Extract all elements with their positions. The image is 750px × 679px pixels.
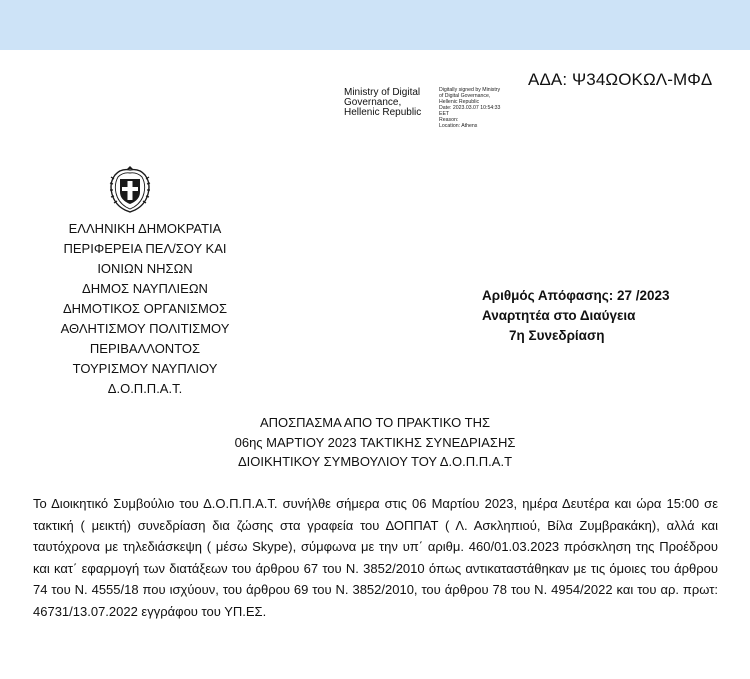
decision-number: Αριθμός Απόφασης: 27 /2023 <box>482 288 670 303</box>
decision-info <box>482 286 670 346</box>
authority-line: ΠΕΡΙΒΑΛΛΟΝΤΟΣ <box>89 341 201 356</box>
issuing-authority <box>30 219 260 399</box>
signature-detail-line: Digitally signed by Ministry <box>439 87 501 93</box>
signature-signer-line: Ministry of Digital <box>344 87 421 98</box>
authority-line: ΔΗΜΟΤΙΚΟΣ ΟΡΓΑΝΙΣΜΟΣ <box>62 301 228 316</box>
authority-line: ΤΟΥΡΙΣΜΟΥ ΝΑΥΠΛΙΟΥ <box>72 361 218 376</box>
signature-signer-line: Hellenic Republic <box>344 107 422 118</box>
greek-coat-of-arms-icon <box>105 165 155 215</box>
signature-signer-line: Governance, <box>344 97 402 108</box>
authority-line: ΠΕΡΙΦΕΡΕΙΑ ΠΕΛ/ΣΟΥ ΚΑΙ <box>63 241 227 256</box>
excerpt-line: ΑΠΟΣΠΑΣΜΑ ΑΠΟ ΤΟ ΠΡΑΚΤΙΚΟ ΤΗΣ <box>259 415 491 430</box>
excerpt-line: ΔΙΟΙΚΗΤΙΚΟΥ ΣΥΜΒΟΥΛΙΟΥ ΤΟΥ Δ.Ο.Π.Π.Α.Τ <box>237 454 513 469</box>
excerpt-line: 06ης ΜΑΡΤΙΟΥ 2023 ΤΑΚΤΙΚΗΣ ΣΥΝΕΔΡΙΑΣΗΣ <box>234 434 516 450</box>
signature-signer <box>344 88 421 118</box>
body-paragraph: Το Διοικητικό Συμβούλιο του Δ.Ο.Π.Π.Α.Τ. συνήλθε σήμερα στις 06 Μαρτίου 2023, ημέρα Δευτέρα και ώρα 15:00 σε τακτική ( μεικτή) συνεδρίαση δια ζώσης στα γραφεία του ΔΟΠΠΑΤ ( Λ. Ασκληπιού, Βίλα Ζυμβρακάκη), αλλά και ταυτόχρονα με τηλεδιάσκεψη ( μέσω Skype), σύμφωνα με την υπ΄ αριθμ. 460/01.03.2023 πρόσκληση της Προέδρου και κατ΄ εφαρμογή των διατάξεων του άρθρου 67 του Ν. 3852/2010 όπως αντικαταστάθηκαν με τις όμοιες του άρθρου 74 του Ν. 4555/18 που ισχύουν, του άρθρου 69 του Ν. 3852/2010, του άρθρου 78 του Ν. 4954/2022 και του αρ. πρωτ: 46731/13.07.2022 εγγράφου του ΥΠ.ΕΣ. <box>33 496 718 619</box>
authority-line: ΙΟΝΙΩΝ ΝΗΣΩΝ <box>97 261 193 276</box>
viewer-top-bar <box>0 0 750 50</box>
excerpt-heading <box>170 413 580 472</box>
document-page <box>0 50 750 679</box>
signature-detail-line: Reason: <box>439 117 459 123</box>
ada-code: ΑΔΑ: Ψ34ΩΟΚΩΛ-ΜΦΔ <box>528 70 713 89</box>
signature-detail-line: of Digital Governance, <box>439 93 491 99</box>
decision-posting: Αναρτητέα στο Διαύγεια <box>482 308 636 323</box>
authority-line: Δ.Ο.Π.Π.Α.Τ. <box>107 381 183 396</box>
decision-session: 7η Συνεδρίαση <box>509 328 605 343</box>
signature-detail-line: EET <box>439 111 450 117</box>
authority-line: ΕΛΛΗΝΙΚΗ ΔΗΜΟΚΡΑΤΙΑ <box>68 221 222 236</box>
signature-detail-line: Hellenic Republic <box>439 99 480 105</box>
signature-details <box>439 87 500 129</box>
signature-detail-line: Location: Athens <box>439 123 478 129</box>
authority-line: ΑΘΛΗΤΙΣΜΟΥ ΠΟΛΙΤΙΣΜΟΥ <box>60 321 230 336</box>
authority-line: ΔΗΜΟΣ ΝΑΥΠΛΙΕΩΝ <box>82 281 208 296</box>
signature-detail-line: Date: 2023.03.07 10:54:33 <box>439 105 501 111</box>
